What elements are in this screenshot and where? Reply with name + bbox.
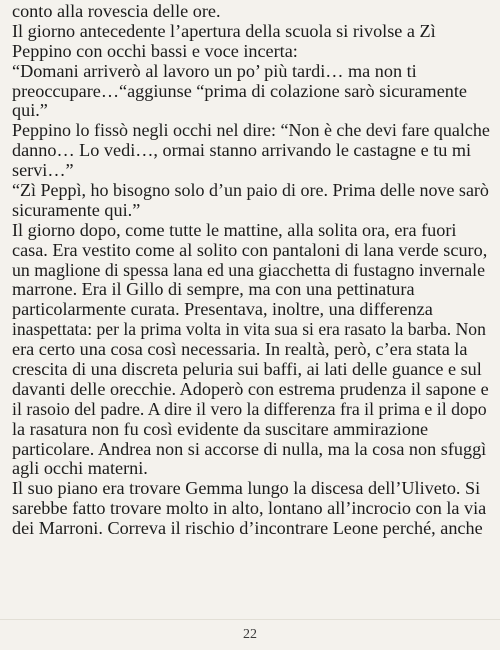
text-line: servi…” — [12, 160, 74, 181]
text-line: un maglione di spessa lana ed una giacchetta di fustagno invernale — [12, 259, 486, 280]
text-line: era certo una cosa così necessaria. In realtà, però, c’era stata la — [12, 339, 468, 360]
text-line: dei Marroni. Correva il rischio d’incontrare Leone perché, anche — [12, 518, 483, 539]
text-line: il rasoio del padre. A dire il vero la differenza fra il prima e il dopo — [12, 398, 487, 419]
text-line: davanti delle orecchie. Adoperò con estrema prudenza il sapone e — [12, 378, 489, 399]
text-line: Peppino lo fissò negli occhi nel dire: “Non è che devi fare qualche — [12, 120, 490, 141]
footer-divider — [0, 619, 500, 620]
text-line: danno… Lo vedi…, ormai stanno arrivando le castagne e tu mi — [12, 140, 472, 161]
text-line: la rasatura non fu così evidente da suscitare ammirazione — [12, 418, 429, 439]
page-number: 22 — [243, 627, 257, 642]
text-line: Peppino con occhi bassi e voce incerta: — [12, 40, 298, 61]
page-body-text — [12, 2, 490, 539]
text-line: qui.” — [12, 100, 48, 121]
text-line: conto alla rovescia delle ore. — [12, 1, 221, 21]
text-line: agli occhi materni. — [12, 458, 148, 479]
text-line: Il suo piano era trovare Gemma lungo la discesa dell’Uliveto. Si — [12, 478, 481, 499]
text-line: inaspettata: per la prima volta in vita sua si era rasato la barba. Non — [12, 319, 486, 340]
text-line: casa. Era vestito come al solito con pantaloni di lana verde scuro, — [12, 239, 488, 260]
text-line: particolarmente curata. Presentava, inoltre, una differenza — [12, 299, 433, 320]
text-line: crescita di una discreta peluria sui baffi, ai lati delle guance e sul — [12, 359, 482, 380]
text-line: Il giorno dopo, come tutte le mattine, alla solita ora, era fuori — [12, 219, 457, 240]
text-line: marrone. Era il Gillo di sempre, ma con una pettinatura — [12, 279, 415, 300]
text-line: preoccupare…“aggiunse “prima di colazione sarò sicuramente — [12, 80, 467, 101]
text-line: sarebbe fatto trovare molto in alto, lontano all’incrocio con la via — [12, 498, 487, 519]
text-line: particolare. Andrea non si accorse di nulla, ma la cosa non sfuggì — [12, 438, 487, 459]
text-line: “Domani arriverò al lavoro un po’ più tardi… ma non ti — [12, 60, 417, 81]
text-line: Il giorno antecedente l’apertura della scuola si rivolse a Zì — [12, 20, 436, 41]
text-line: “Zì Peppì, ho bisogno solo d’un paio di ore. Prima delle nove sarò — [12, 180, 489, 201]
text-line: sicuramente qui.” — [12, 199, 141, 220]
